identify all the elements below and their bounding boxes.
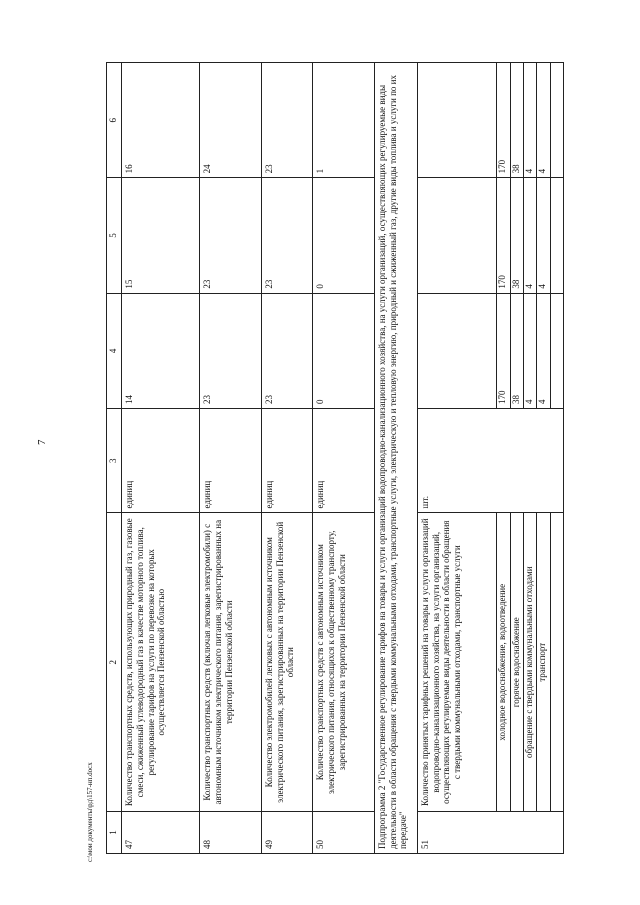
header-col-6: 6 (107, 63, 122, 178)
value-col-4: 23 (200, 293, 262, 408)
value-col-5: 4 (523, 178, 536, 293)
indicator-name: Количество электромобилей легковых с автономным источником электрического питания, зарегистрированных на территории Пензенской области (262, 513, 313, 812)
value-col-5: 23 (200, 178, 262, 293)
value-col-5 (418, 178, 497, 293)
subprogram-row (375, 63, 418, 854)
table-row (313, 63, 375, 854)
empty-cell (550, 178, 563, 293)
indicator-name: Количество транспортных средств (включая легковые электромобили) с автономным источником электрического питания, зарегистрированных на территории Пензенской области (200, 513, 262, 812)
document-path-footer: c:\мои документы\рд\157-нп.docx (86, 762, 94, 862)
value-col-6: 16 (122, 63, 200, 178)
value-col-5: 38 (510, 178, 523, 293)
subrow-label: холодное водоснабжение, водоотведение (497, 513, 510, 812)
value-col-4: 38 (510, 293, 523, 408)
header-col-5: 5 (107, 178, 122, 293)
table-row (200, 63, 262, 854)
indicators-table (106, 62, 564, 854)
subrow-label: горячее водоснабжение (510, 513, 523, 812)
subrow-label: обращение с твердыми коммунальными отходами (523, 513, 536, 812)
value-col-5: 15 (122, 178, 200, 293)
value-col-5: 23 (262, 178, 313, 293)
header-col-4: 4 (107, 293, 122, 408)
value-col-4: 4 (537, 293, 550, 408)
row-number: 47 (122, 811, 200, 853)
value-col-6: 1 (313, 63, 375, 178)
unit: единиц (262, 408, 313, 513)
empty-cell (550, 293, 563, 408)
value-col-4 (418, 293, 497, 408)
value-col-4: 14 (122, 293, 200, 408)
table-row (262, 63, 313, 854)
value-col-6 (418, 63, 497, 178)
unit: единиц (313, 408, 375, 513)
value-col-6: 4 (523, 63, 536, 178)
row-number: 48 (200, 811, 262, 853)
unit: единиц (122, 408, 200, 513)
indicators-table-sheet (106, 62, 564, 854)
value-col-6: 170 (497, 63, 510, 178)
empty-cell (550, 513, 563, 812)
page-number: 7 (36, 439, 48, 445)
indicator-name: Количество транспортных средств, использующих природный газ, газовые смеси, сжиженный углеводородный газ в качестве моторного топлива, регулирование тарифов на услуги по перевозке на которых осуществляется Пензенской областью (122, 513, 200, 812)
indicator-name: Количество транспортных средств с автономным источником электрического питания, относящихся к общественному транспорту, зарегистрированных на территории Пензенской области (313, 513, 375, 812)
value-col-5: 170 (497, 178, 510, 293)
value-col-6: 38 (510, 63, 523, 178)
table-row (122, 63, 200, 854)
unit: шт. (418, 408, 564, 513)
value-col-6: 4 (537, 63, 550, 178)
subrow-label: транспорт (537, 513, 550, 812)
header-row (107, 63, 122, 854)
row-number: 50 (313, 811, 375, 853)
table-row (418, 63, 497, 854)
value-col-4: 23 (262, 293, 313, 408)
value-col-4: 0 (313, 293, 375, 408)
row-number: 49 (262, 811, 313, 853)
value-col-4: 170 (497, 293, 510, 408)
header-col-2: 2 (107, 513, 122, 812)
value-col-4: 4 (523, 293, 536, 408)
value-col-6: 24 (200, 63, 262, 178)
indicator-name: Количество принятых тарифных решений на товары и услуги организаций водопроводно-канализационного хозяйства, на услуги организаций, осуществляющих регулируемые виды деятельности в области обращения с твердыми коммунальными отходами, транспортные услуги (418, 513, 497, 812)
value-col-5: 0 (313, 178, 375, 293)
row-number: 51 (418, 811, 564, 853)
empty-cell (550, 63, 563, 178)
value-col-6: 23 (262, 63, 313, 178)
header-col-1: 1 (107, 811, 122, 853)
unit: единиц (200, 408, 262, 513)
subprogram-title: Подпрограмма 2 "Государственное регулирование тарифов на товары и услуги организаций водопроводно-канализационного хозяйства, на услуги организаций, осуществляющих регулируемые виды деятельности в области обращения с твердыми коммунальными отходами, транспортные услуги, электрическую и тепловую энергию, природный и сжиженный газ, другие виды топлива и услуги по их передаче" (375, 63, 418, 854)
value-col-5: 4 (537, 178, 550, 293)
header-col-3: 3 (107, 408, 122, 513)
